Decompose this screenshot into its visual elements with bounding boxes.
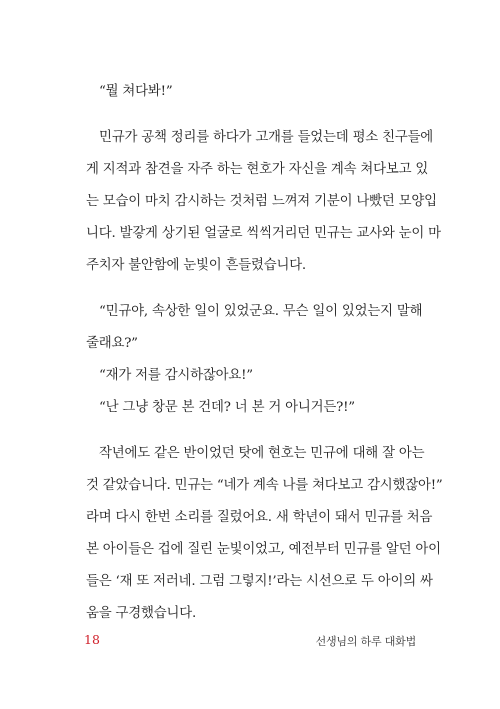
dialogue-line: 줄래요?”: [86, 336, 138, 351]
page-number: 18: [84, 632, 100, 647]
paragraph-line: 본 아이들은 겁에 질린 눈빛이었고, 예전부터 민규를 알던 아이: [86, 542, 441, 557]
paragraph-line: 들은 ‘재 또 저러네. 그럼 그렇지!’라는 시선으로 두 아이의 싸: [86, 574, 433, 589]
paragraph-line: 민규가 공책 정리를 하다가 고개를 들었는데 평소 친구들에: [99, 130, 434, 145]
dialogue-line: “민규야, 속상한 일이 있었군요. 무슨 일이 있었는지 말해: [99, 304, 423, 319]
paragraph-line: 움을 구경했습니다.: [86, 606, 196, 621]
paragraph-line: 것 같았습니다. 민규는 “네가 계속 나를 쳐다보고 감시했잖아!”: [86, 478, 443, 493]
dialogue-line: “뭘 쳐다봐!”: [99, 84, 173, 99]
running-title: 선생님의 하루 대화법: [315, 635, 416, 648]
dialogue-line: “난 그냥 창문 본 건데? 너 본 거 아니거든?!”: [99, 400, 355, 415]
dialogue-line: “재가 저를 감시하잖아요!”: [99, 368, 253, 383]
paragraph-line: 라며 다시 한번 소리를 질렀어요. 새 학년이 돼서 민규를 처음: [86, 510, 433, 525]
paragraph-line: 니다. 발갛게 상기된 얼굴로 씩씩거리던 민규는 교사와 눈이 마: [86, 226, 441, 241]
paragraph-line: 주치자 불안함에 눈빛이 흔들렸습니다.: [86, 258, 306, 273]
paragraph-line: 는 모습이 마치 감시하는 것처럼 느껴져 기분이 나빴던 모양입: [86, 194, 437, 209]
paragraph-line: 작년에도 같은 반이었던 탓에 현호는 민규에 대해 잘 아는: [99, 446, 425, 461]
paragraph-line: 게 지적과 참견을 자주 하는 현호가 자신을 계속 쳐다보고 있: [86, 162, 429, 177]
